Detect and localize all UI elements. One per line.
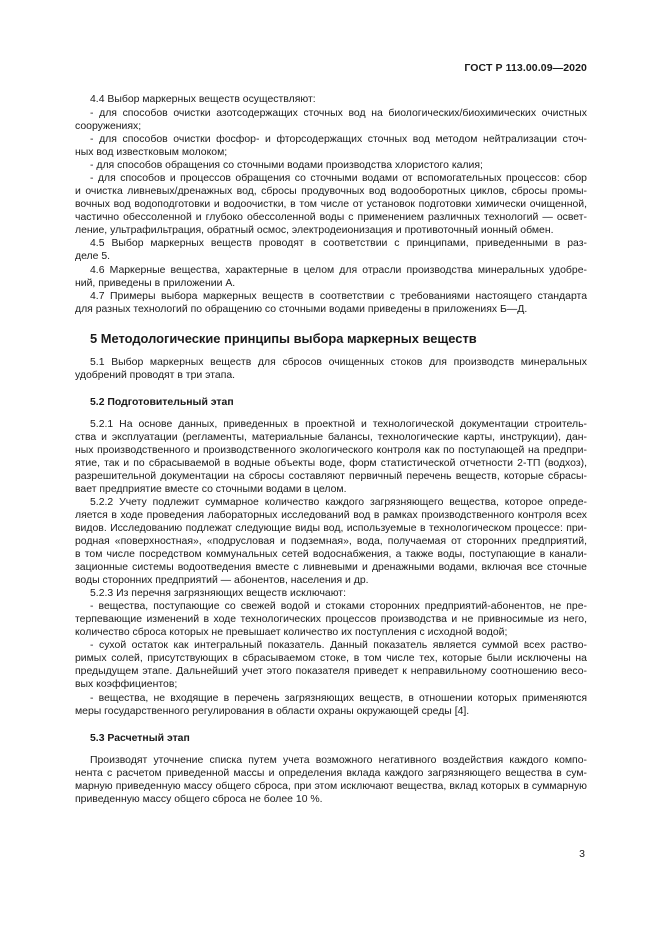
text-line: римых солей, присутствующих в сбрасываемом стоке, в том числе тех, которые были исключены на	[75, 653, 587, 664]
text-line: 5.2.2 Учету подлежит суммарное количество каждого загрязняющего вещества, которое опреде-	[90, 497, 587, 508]
text-line: 4.4 Выбор маркерных веществ осуществляют:	[90, 94, 316, 105]
document-id-header: ГОСТ Р 113.00.09—2020	[464, 62, 587, 74]
text-line: ства и эксплуатации (регламенты, материальные балансы, технологические карты, инструкции), дан-	[75, 432, 587, 443]
text-line: нента с расчетом приведенной массы и определения вклада каждого загрязняющего вещества в сум-	[75, 768, 587, 779]
text-line: марную приведенную массу общего сброса, при этом исключают вещества, вклад которых в суммарную	[75, 781, 587, 792]
text-line: в том числе посредством коммунальных сетей водоснабжения, а также воды, поступающие в канали-	[75, 549, 587, 560]
text-line: для разных технологий по обращению со сточными водами приведены в приложениях Б—Д.	[75, 304, 528, 315]
text-line: - вещества, поступающие со свежей водой и стоками сторонних предприятий-абонентов, не пре-	[90, 601, 587, 612]
text-line: 4.7 Примеры выбора маркерных веществ в соответствии с требованиями настоящего стандарта	[90, 291, 587, 302]
text-line: - для способов и процессов обращения со сточными водами от вспомогательных процессов: сбор	[90, 173, 587, 184]
page-number: 3	[579, 848, 585, 860]
text-line: ятие, так и по сбрасываемой в водные объекты воде, форм статистической отчетности 2-ТП (водхоз),	[75, 458, 587, 469]
text-line: ных вод известковым молоком;	[75, 147, 228, 158]
text-line: разрешительной документации на сбросы составляют первичный перечень веществ, которые сбрасы-	[75, 471, 587, 482]
text-line: деле 5.	[75, 251, 111, 262]
text-line: частично обессоленной и глубоко обессоленной воды с применением различных технологий — освет-	[75, 212, 587, 223]
text-line: приведенную массу общего сброса не более 10 %.	[75, 794, 323, 805]
text-line: вочных вод водоподготовки и водоочистки, в том числе от установок подготовки химически очищенной,	[75, 199, 587, 210]
text-line: ляется в ходе проведения лабораторных исследований вод в рамках производственного контроля всех	[75, 510, 587, 521]
text-line: Производят уточнение списка путем учета возможного негативного воздействия каждого компо-	[90, 755, 587, 766]
text-line: зационные системы водоотведения вместе с ливневыми и дренажными водами, включая все сточные	[75, 562, 587, 573]
text-line: - вещества, не входящие в перечень загрязняющих веществ, в отношении которых применяются	[90, 693, 587, 704]
text-line: воды сторонних предприятий — абонентов, населения и др.	[75, 575, 369, 586]
text-line: меры государственного регулирования в области охраны окружающей среды [4].	[75, 706, 470, 717]
text-line: вых коэффициентов;	[75, 679, 178, 690]
text-line: предыдущем этапе. Дальнейший учет этого показателя приведет к неправильному соотношению весо-	[75, 666, 587, 677]
text-line: ных производственного и производственного экологического контроля как по поступающей на предпри-	[75, 445, 587, 456]
subsection-heading-5-3: 5.3 Расчетный этап	[90, 733, 190, 744]
text-line: 4.5 Выбор маркерных веществ проводят в соответствии с принципами, приведенными в раз-	[90, 238, 587, 249]
text-line: - для способов очистки азотсодержащих сточных вод на биологических/биохимических очистных	[90, 108, 587, 119]
text-line: - сухой остаток как интегральный показатель. Данный показатель является суммой всех раство-	[90, 640, 587, 651]
text-line: - для способов очистки фосфор- и фторсодержащих сточных вод методом нейтрализации сточ-	[90, 134, 587, 145]
text-line: 5.2.3 Из перечня загрязняющих веществ исключают:	[90, 588, 346, 599]
text-line: терпевающие изменений в ходе технологических процессов производства и не привносимые из него,	[75, 614, 587, 625]
text-line: количество сброса которых не превышает количество их поступления с исходной водой;	[75, 627, 508, 638]
text-line: и очистка ливневых/дренажных вод, сбросы продувочных вод водооборотных циклов, сбросы промы-	[75, 186, 587, 197]
text-line: вает предприятие вместе со сточными водами в целом.	[75, 484, 347, 495]
text-line: 5.1 Выбор маркерных веществ для сбросов очищенных стоков для производств минеральных	[90, 357, 587, 368]
text-line: сооружениях;	[75, 121, 142, 132]
subsection-heading-5-2: 5.2 Подготовительный этап	[90, 397, 234, 408]
text-line: ление, ультрафильтрация, обратный осмос, электродеионизация и противоточный ионный обмен.	[75, 225, 554, 236]
text-line: ний, приведены в приложении А.	[75, 278, 236, 289]
section-heading-5: 5 Методологические принципы выбора маркерных веществ	[90, 331, 477, 346]
text-line: - для способов обращения со сточными водами производства хлористого калия;	[90, 160, 483, 171]
text-line: видов. Исследованию подлежат следующие виды вод, используемые в технологическом процессе: при-	[75, 523, 587, 534]
text-line: родная «поверхностная», «подрусловая и подземная», вода, получаемая от сторонних предприятий,	[75, 536, 587, 547]
text-line: 5.2.1 На основе данных, приведенных в проектной и технологической документации строитель-	[90, 419, 587, 430]
text-line: 4.6 Маркерные вещества, характерные в целом для отрасли производства минеральных удобре-	[90, 265, 587, 276]
text-line: удобрений проводят в три этапа.	[75, 370, 236, 381]
